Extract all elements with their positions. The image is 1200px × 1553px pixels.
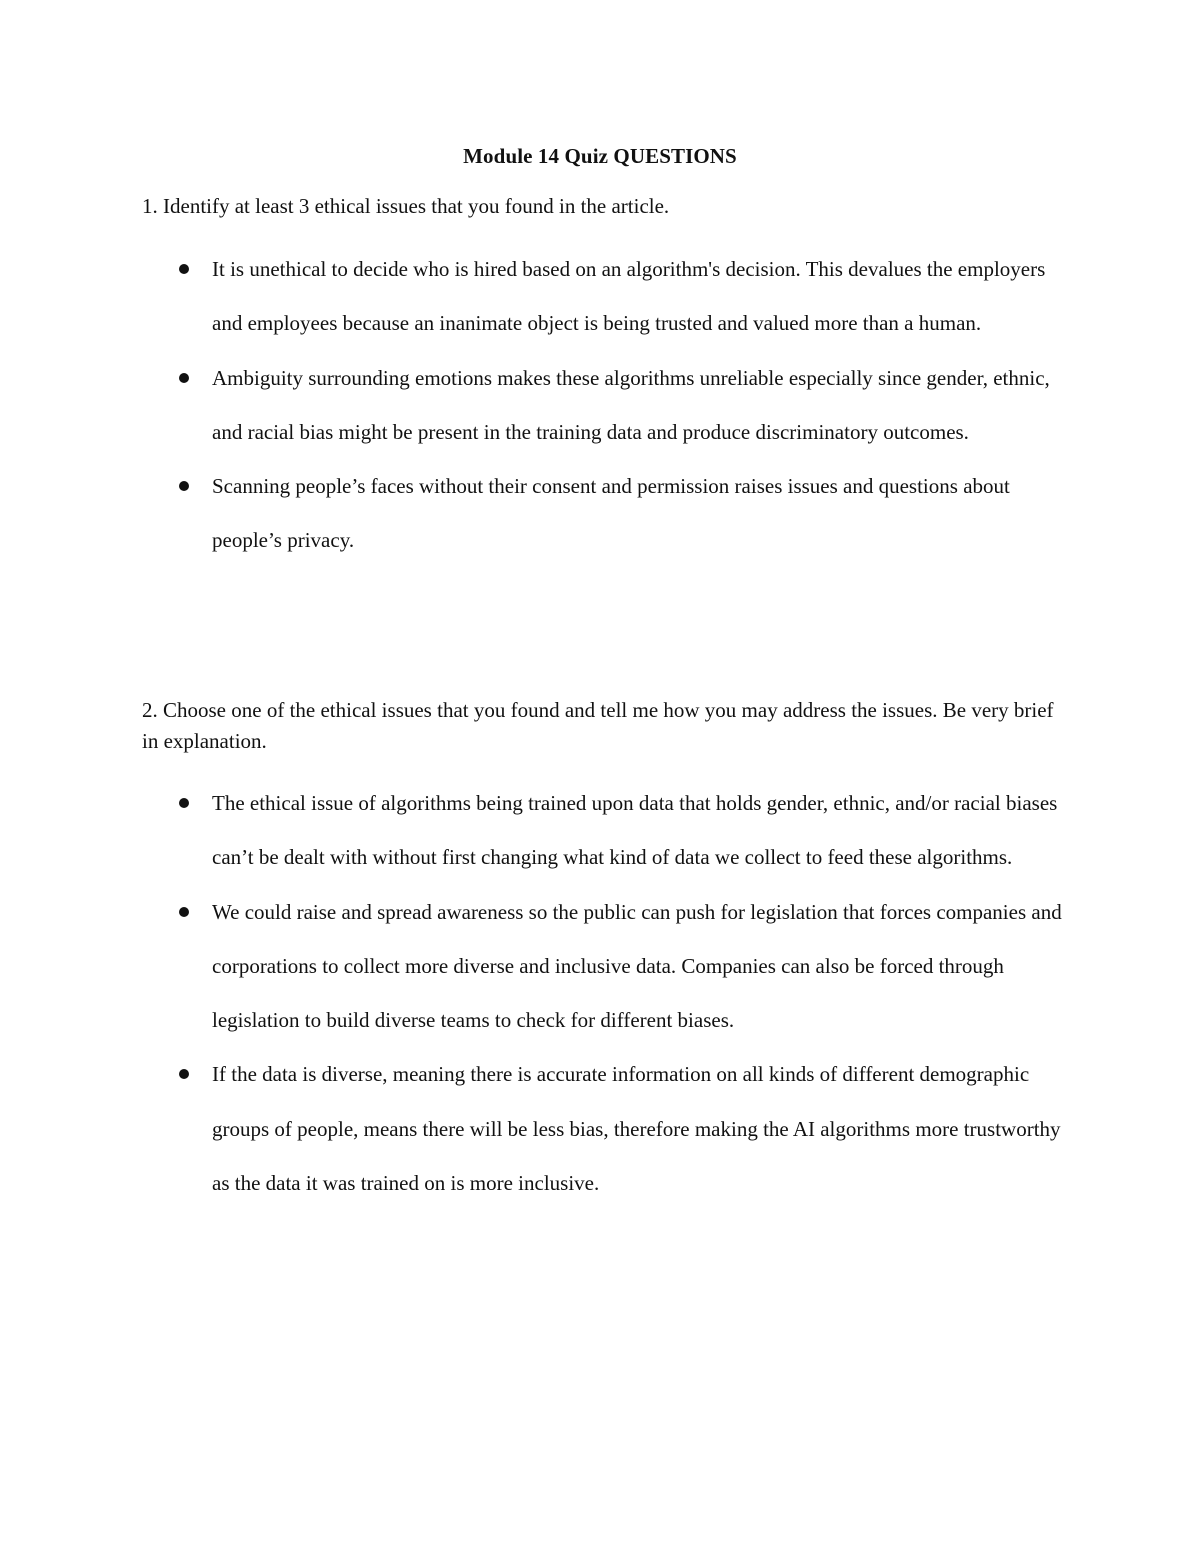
question-2-answer-list <box>0 776 1200 1210</box>
question-1-answer-list <box>0 242 1200 568</box>
question-2-prompt: 2. Choose one of the ethical issues that you found and tell me how you may address the issues. Be very brief in explanation. <box>142 698 1054 753</box>
answer-text: Ambiguity surrounding emotions makes these algorithms unreliable especially since gender, ethnic, and racial bias might be present in the training data and produce discriminatory outcomes. <box>212 365 1050 444</box>
answer-text: We could raise and spread awareness so the public can push for legislation that forces companies and corporations to collect more diverse and inclusive data. Companies can also be forced through legislation to build diverse teams to check for different biases. <box>212 899 1062 1033</box>
list-item <box>0 776 1072 885</box>
list-item <box>0 885 1072 1048</box>
answer-text: It is unethical to decide who is hired based on an algorithm's decision. This devalues the employers and employees because an inanimate object is being trusted and valued more than a human. <box>212 257 1046 336</box>
list-item <box>0 1047 1072 1210</box>
bullet-icon <box>179 373 189 383</box>
list-item <box>0 242 1072 351</box>
answer-text: If the data is diverse, meaning there is accurate information on all kinds of different demographic groups of people, means there will be less bias, therefore making the AI algorithms more trustworthy as the data it was trained on is more inclusive. <box>212 1062 1061 1196</box>
bullet-icon <box>179 264 189 274</box>
bullet-icon <box>179 481 189 491</box>
document-title: Module 14 Quiz QUESTIONS <box>463 144 737 168</box>
answer-text: Scanning people’s faces without their consent and permission raises issues and questions about people’s privacy. <box>212 474 1010 553</box>
list-item <box>0 351 1072 460</box>
bullet-icon <box>179 798 189 808</box>
list-item <box>0 459 1072 568</box>
question-1-prompt: 1. Identify at least 3 ethical issues that you found in the article. <box>142 194 670 218</box>
answer-text: The ethical issue of algorithms being trained upon data that holds gender, ethnic, and/or racial biases can’t be dealt with without first changing what kind of data we collect to feed these algorithms. <box>212 791 1058 870</box>
bullet-icon <box>179 1069 189 1079</box>
bullet-icon <box>179 907 189 917</box>
